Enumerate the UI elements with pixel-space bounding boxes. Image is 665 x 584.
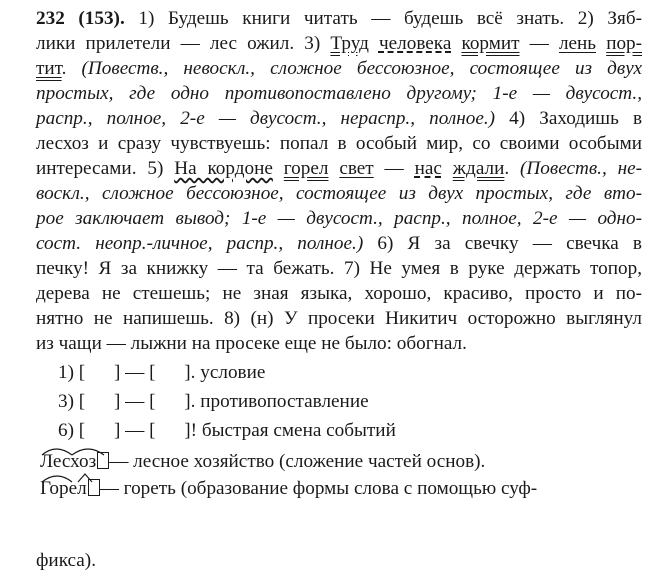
text-segment: — [519, 33, 559, 54]
scheme-part: [ [78, 391, 86, 412]
text-segment: интересами. 5) [36, 158, 175, 179]
sentence-scheme [58, 418, 396, 443]
text-segment: нятно не напишешь. 8) (н) У просеки Никитич осторожно выглянул [36, 308, 642, 329]
text-segment [442, 158, 453, 179]
text-segment: сост. неопр.-личное, распр., полное.) [36, 233, 364, 254]
analyzed-word: Лесхоз [40, 451, 97, 472]
text-segment [328, 158, 339, 179]
text-segment [273, 158, 284, 179]
text-segment: из чащи — лыжни на просеке еще не было: обогнал. [36, 333, 467, 354]
ending-box-icon [88, 479, 100, 496]
text-segment: 4) Заходишь в [495, 108, 643, 129]
scheme-part: ] [113, 362, 121, 383]
text-segment: . [61, 58, 82, 79]
scheme-part: 6) [58, 420, 79, 441]
text-segment: (Повеств., не- [520, 158, 643, 179]
text-line [36, 206, 642, 231]
sentence-scheme [58, 360, 265, 385]
text-segment: свет [339, 158, 374, 179]
text-line [36, 131, 642, 156]
morpheme-line [40, 449, 485, 474]
text-segment: лень [558, 33, 597, 54]
text-segment: кормит [461, 33, 520, 54]
last-line: фикса). [36, 550, 96, 571]
text-line [36, 81, 642, 106]
scheme-part: ] [113, 420, 121, 441]
analyzed-word: Горел [40, 478, 87, 499]
scheme-part [156, 391, 185, 412]
scheme-part: ]. условие [184, 362, 266, 383]
text-line [36, 156, 642, 181]
text-line [36, 231, 642, 256]
text-segment: печку! Я за книжку — та бежать. 7) Не умея в руке держать топор, [36, 258, 642, 279]
text-segment: человека [378, 33, 452, 54]
text-segment: лесхоз и сразу чувствуешь: попал в особый мир, со своими особыми [36, 133, 642, 154]
scheme-part: [ [149, 391, 156, 412]
scheme-part [85, 391, 114, 412]
text-segment: лики прилетели — лес ожил. 3) [36, 33, 331, 54]
scheme-part: [ [149, 420, 156, 441]
text-line [36, 306, 642, 331]
scheme-part: ]! быстрая смена событий [184, 420, 396, 441]
text-segment: нас [414, 158, 442, 179]
text-segment: 6) Я за свечку — свечка в [363, 233, 642, 254]
morpheme-note: — гореть (образование формы слова с помощью суф- [99, 478, 538, 499]
sentence-scheme [58, 389, 369, 414]
scheme-part: [ [149, 362, 156, 383]
scheme-part: 3) [58, 391, 79, 412]
text-segment: — [373, 158, 415, 179]
text-segment: . [504, 158, 521, 179]
text-line [36, 256, 642, 281]
text-line [36, 181, 642, 206]
scheme-part: — [120, 420, 150, 441]
text-segment: дерева не стешешь; не зная языка, хорошо, красиво, просто и по- [36, 283, 642, 304]
text-segment: воскл., сложное бессоюзное, состоящее из двух простых, где вто- [36, 183, 642, 204]
scheme-part: — [120, 362, 150, 383]
text-segment [596, 33, 606, 54]
text-line [36, 56, 642, 81]
exercise-number: 232 (153). [36, 8, 125, 29]
text-segment: рое заключает вывод; 1-е — двусост., распр., полное, 2-е — одно- [36, 208, 642, 229]
scheme-part: [ [78, 420, 86, 441]
text-line [36, 331, 642, 356]
text-segment: горел [283, 158, 329, 179]
text-line [36, 281, 642, 306]
text-line [36, 31, 642, 56]
scheme-part [156, 362, 185, 383]
scheme-part: [ [78, 362, 86, 383]
text-segment: 1) Будешь книги читать — будешь всё знать. 2) Зяб- [124, 8, 642, 29]
text-segment [451, 33, 461, 54]
scheme-part [156, 420, 185, 441]
scheme-part: ]. противопоставление [184, 391, 369, 412]
text-line [36, 6, 642, 31]
ending-box-icon [97, 452, 109, 469]
scheme-part: — [120, 391, 150, 412]
text-segment: На кордоне [174, 158, 273, 179]
text-segment: Труд [330, 33, 369, 54]
morpheme-note: — лесное хозяйство (сложение частей основ). [109, 451, 486, 472]
scheme-part [85, 362, 114, 383]
text-segment: (Повеств., невоскл., сложное бессоюзное, состоящее из двух [81, 58, 642, 79]
scheme-part: ] [113, 391, 121, 412]
scheme-part [85, 420, 114, 441]
text-line [36, 106, 642, 131]
text-segment: тит [36, 58, 62, 79]
scheme-part: 1) [58, 362, 79, 383]
text-segment: простых, где одно противопоставлено другому; 1-е — двусост., [36, 83, 642, 104]
text-segment: распр., полное, 2-е — двусост., нераспр., полное.) [36, 108, 496, 129]
text-segment: ждали [452, 158, 505, 179]
text-segment: пор- [606, 33, 643, 54]
text-segment [369, 33, 379, 54]
morpheme-line [40, 476, 537, 501]
